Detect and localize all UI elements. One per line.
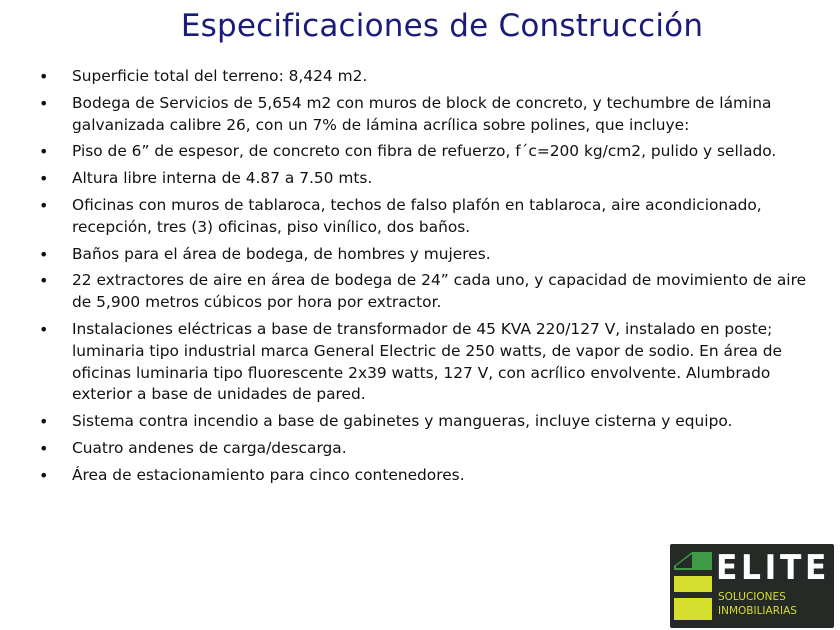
list-item: • Instalaciones eléctricas a base de transformador de 45 KVA 220/127 V, instalado en poste; luminaria tipo industrial marca General Electric de 250 watts, de vapor de sodio. En área de oficinas luminaria tipo fluorescente 2x39 watts, 127 V, con acrílico envolvente. Alumbrado exterior a base de unidades de pared. (38, 319, 808, 406)
logo-tagline-line1: SOLUCIONES (718, 591, 786, 603)
list-item: • Superficie total del terreno: 8,424 m2. (38, 66, 808, 88)
list-item: • Altura libre interna de 4.87 a 7.50 mts. (38, 168, 808, 190)
logo-wordmark: ELITE (716, 548, 831, 588)
list-item: • Sistema contra incendio a base de gabinetes y mangueras, incluye cisterna y equipo. (38, 411, 808, 433)
list-item: • Piso de 6” de espesor, de concreto con fibra de refuerzo, f´c=200 kg/cm2, pulido y sellado. (38, 141, 808, 163)
spec-list (38, 66, 808, 492)
list-item: • 22 extractores de aire en área de bodega de 24” cada uno, y capacidad de movimiento de aire de 5,900 metros cúbicos por hora por extractor. (38, 270, 808, 314)
logo-tagline-line2: INMOBILIARIAS (718, 605, 797, 617)
page-title: Especificaciones de Construcción (180, 8, 704, 44)
house-e-logo-icon (672, 548, 714, 624)
list-item: • Área de estacionamiento para cinco contenedores. (38, 465, 808, 487)
elite-logo (670, 544, 834, 628)
logo-tagline (718, 590, 830, 618)
list-item: • Oficinas con muros de tablaroca, techos de falso plafón en tablaroca, aire acondicionado, recepción, tres (3) oficinas, piso vinílico, dos baños. (38, 195, 808, 239)
list-item: • Bodega de Servicios de 5,654 m2 con muros de block de concreto, y techumbre de lámina galvanizada calibre 26, con un 7% de lámina acrílica sobre polines, que incluye: (38, 93, 808, 137)
list-item: • Baños para el área de bodega, de hombres y mujeres. (38, 244, 808, 266)
list-item: • Cuatro andenes de carga/descarga. (38, 438, 808, 460)
